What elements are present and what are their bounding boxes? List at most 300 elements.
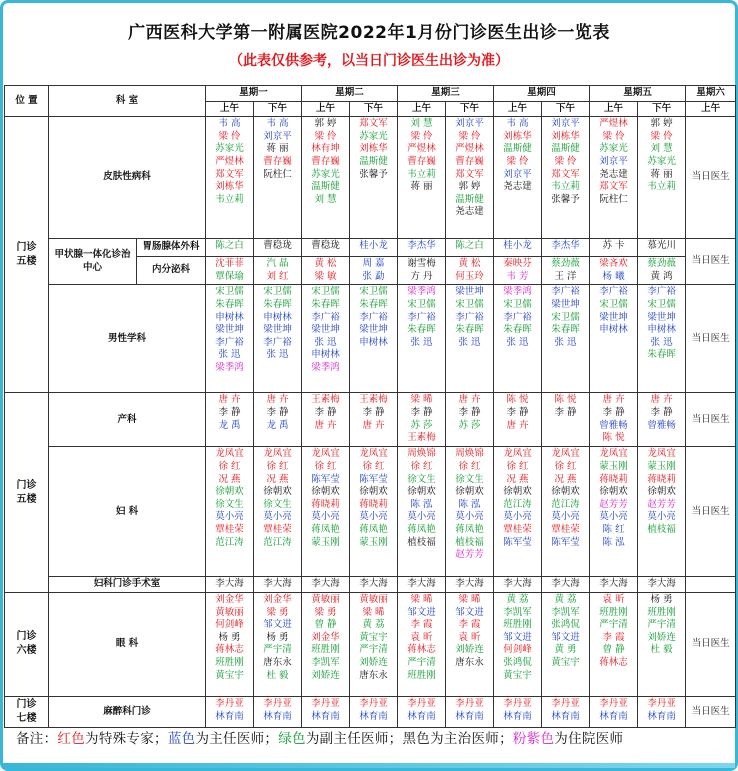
doctor-name: 郑文军 — [551, 168, 580, 180]
doctor-name: 韦 高 — [506, 118, 529, 130]
doctor-name: 张 迅 — [458, 336, 481, 348]
doctor-name: 李大海 — [455, 578, 484, 590]
doctor-name: 温斯健 — [359, 155, 388, 167]
doctor-cell — [494, 577, 542, 593]
doctor-name: 曹存巍 — [311, 155, 340, 167]
schedule-row — [5, 239, 736, 257]
doctor-name: 张 迅 — [218, 349, 241, 361]
doctor-name: 李杰华 — [407, 240, 436, 252]
doctor-name: 徐文生 — [407, 473, 436, 485]
doctor-name: 李 静 — [506, 406, 529, 418]
doctor-name: 陈 悦 — [506, 394, 529, 406]
doctor-name: 覃桂荣 — [503, 523, 532, 535]
doctor-name: 陈 泓 — [410, 498, 433, 510]
doctor-name: 唐东永 — [263, 656, 292, 668]
doctor-cell — [446, 257, 494, 285]
doctor-cell — [446, 393, 494, 447]
doctor-name: 慕光川 — [647, 240, 676, 252]
doctor-cell — [638, 257, 686, 285]
doctor-name: 严煜林 — [407, 143, 436, 155]
doctor-cell — [254, 592, 302, 696]
doctor-name: 严宇清 — [263, 644, 292, 656]
doctor-name: 李广裕 — [551, 286, 580, 298]
doctor-name: 徐 红 — [218, 460, 241, 472]
doctor-name: 梁 晞 — [362, 606, 385, 618]
doctor-name: 宋卫儒 — [311, 286, 340, 298]
dept-name-cell: 产科 — [49, 393, 206, 447]
doctor-name: 植枝福 — [647, 523, 676, 535]
doctor-name: 龙凤宜 — [311, 448, 340, 460]
doctor-name: 梁 晞 — [410, 593, 433, 605]
doctor-name: 黄宝宇 — [215, 669, 244, 681]
doctor-name: 刘娇连 — [647, 631, 676, 643]
header-position: 位 置 — [5, 86, 49, 117]
doctor-name: 李大海 — [503, 578, 532, 590]
doctor-name: 林育南 — [407, 710, 436, 722]
doctor-name: 李广裕 — [359, 311, 388, 323]
doctor-name: 张 迅 — [266, 349, 289, 361]
doctor-name: 曾雅畅 — [647, 419, 676, 431]
doctor-name: 郑文军 — [455, 168, 484, 180]
doctor-cell — [206, 577, 254, 593]
bottom-stripe — [3, 763, 735, 768]
doctor-name: 唐东永 — [359, 669, 388, 681]
doctor-name: 方 丹 — [410, 270, 433, 282]
doctor-name: 陈军莹 — [311, 473, 340, 485]
doctor-cell — [494, 696, 542, 727]
saturday-cell: 当日医生 — [686, 239, 736, 285]
doctor-name: 苏家光 — [647, 155, 676, 167]
doctor-name: 郭 婷 — [458, 181, 481, 193]
doctor-cell — [638, 696, 686, 727]
doctor-name: 徐 红 — [314, 460, 337, 472]
doctor-name: 严煜林 — [215, 155, 244, 167]
schedule-row — [5, 447, 736, 577]
doctor-cell — [350, 117, 398, 239]
saturday-cell: 当日医生 — [686, 285, 736, 393]
doctor-name: 李凯军 — [311, 656, 340, 668]
doctor-cell — [590, 696, 638, 727]
doctor-name: 唐 卉 — [458, 394, 481, 406]
doctor-cell — [350, 447, 398, 577]
doctor-name: 莫小亮 — [647, 511, 676, 523]
doctor-cell — [590, 447, 638, 577]
doctor-name: 李丹亚 — [647, 697, 676, 709]
doctor-name: 黄 荔 — [362, 619, 385, 631]
doctor-name: 苏家光 — [599, 143, 628, 155]
doctor-name: 刘京平 — [263, 130, 292, 142]
doctor-cell — [350, 285, 398, 393]
header-day-wed: 星期三 — [398, 86, 494, 102]
doctor-cell — [302, 696, 350, 727]
doctor-name: 李大海 — [263, 578, 292, 590]
doctor-cell — [206, 285, 254, 393]
doctor-name: 温斯健 — [551, 143, 580, 155]
doctor-name: 莫小亮 — [407, 511, 436, 523]
doctor-name: 莫小亮 — [551, 511, 580, 523]
doctor-name: 李 静 — [650, 406, 673, 418]
doctor-name: 曹存巍 — [263, 155, 292, 167]
doctor-name: 刘 慧 — [410, 118, 433, 130]
doctor-name: 徐朝欢 — [263, 486, 292, 498]
doctor-name: 唐 卉 — [602, 394, 625, 406]
doctor-name: 曾 静 — [314, 619, 337, 631]
doctor-cell — [398, 592, 446, 696]
doctor-name: 况 燕 — [506, 473, 529, 485]
doctor-name: 唐 卉 — [362, 419, 385, 431]
schedule-row — [5, 577, 736, 593]
doctor-name: 张鸿侃 — [551, 619, 580, 631]
doctor-name: 宋卫儒 — [359, 286, 388, 298]
doctor-name: 林育南 — [647, 710, 676, 722]
doctor-name: 蒋林志 — [215, 644, 244, 656]
saturday-cell: 当日医生 — [686, 447, 736, 577]
legend-color-text: 为特殊专家； — [85, 731, 168, 747]
doctor-name: 刘栋华 — [503, 130, 532, 142]
doctor-name: 温斯健 — [455, 193, 484, 205]
doctor-name: 徐文生 — [263, 498, 292, 510]
legend-color-label: 红色 — [57, 731, 86, 747]
doctor-name: 植枝福 — [407, 536, 436, 548]
doctor-name: 汽 晶 — [266, 258, 289, 270]
doctor-name: 范江涛 — [263, 536, 292, 548]
doctor-name: 李杰华 — [551, 240, 580, 252]
doctor-name: 李 静 — [314, 406, 337, 418]
doctor-cell — [494, 117, 542, 239]
doctor-name: 梁世坤 — [311, 324, 340, 336]
doctor-name: 曾 静 — [602, 644, 625, 656]
doctor-name: 韦立莉 — [215, 193, 244, 205]
doctor-cell — [254, 447, 302, 577]
doctor-name: 徐朝欢 — [311, 486, 340, 498]
doctor-name: 宋卫儒 — [647, 298, 676, 310]
doctor-name: 郭 婷 — [650, 118, 673, 130]
doctor-name: 李大海 — [599, 578, 628, 590]
doctor-cell — [542, 447, 590, 577]
doctor-cell — [398, 393, 446, 447]
doctor-name: 刘娇连 — [359, 656, 388, 668]
header-pm: 下午 — [446, 101, 494, 117]
doctor-name: 杨 曦 — [602, 270, 625, 282]
doctor-name: 梁 敏 — [314, 270, 337, 282]
doctor-name: 李广裕 — [503, 311, 532, 323]
doctor-name: 苏 莎 — [458, 419, 481, 431]
doctor-cell — [494, 285, 542, 393]
doctor-name: 徐朝欢 — [407, 486, 436, 498]
saturday-cell: 当日医生 — [686, 117, 736, 239]
doctor-name: 莫小亮 — [215, 511, 244, 523]
saturday-cell: 当日医生 — [686, 393, 736, 447]
doctor-cell — [494, 393, 542, 447]
doctor-name: 莫小亮 — [359, 511, 388, 523]
doctor-name: 黄 荔 — [554, 593, 577, 605]
doctor-name: 梁季鸿 — [215, 361, 244, 373]
doctor-name: 陈军莹 — [551, 536, 580, 548]
doctor-name: 周 嘉 — [362, 258, 385, 270]
doctor-name: 梁季鸿 — [407, 286, 436, 298]
doctor-name: 宋卫儒 — [263, 286, 292, 298]
location-cell: 门诊 五楼 — [5, 117, 49, 393]
doctor-name: 李 静 — [362, 406, 385, 418]
doctor-name: 唐 卉 — [218, 394, 241, 406]
doctor-name: 王 洋 — [554, 270, 577, 282]
doctor-name: 黄 鸿 — [650, 270, 673, 282]
doctor-name: 梁季鸿 — [311, 361, 340, 373]
doctor-name: 徐 红 — [458, 460, 481, 472]
header-dept: 科 室 — [49, 86, 206, 117]
doctor-name: 李大海 — [311, 578, 340, 590]
doctor-name: 林育南 — [599, 710, 628, 722]
doctor-name: 朱春晖 — [407, 324, 436, 336]
doctor-name: 梁世坤 — [455, 286, 484, 298]
doctor-name: 梁世坤 — [359, 324, 388, 336]
doctor-name: 蒋林志 — [599, 656, 628, 668]
doctor-name: 刘娇连 — [455, 644, 484, 656]
doctor-name: 阮柱仁 — [599, 193, 628, 205]
header-pm: 下午 — [254, 101, 302, 117]
doctor-cell — [398, 577, 446, 593]
doctor-name: 郑文军 — [215, 168, 244, 180]
header-am: 上午 — [686, 101, 736, 117]
doctor-cell — [206, 447, 254, 577]
doctor-name: 杜 毅 — [266, 669, 289, 681]
doctor-name: 刘栋华 — [359, 143, 388, 155]
doctor-name: 陈之白 — [455, 240, 484, 252]
doctor-name: 班胜刚 — [407, 669, 436, 681]
doctor-name: 袁 昕 — [602, 593, 625, 605]
doctor-cell — [638, 447, 686, 577]
header-day-sat: 星期六 — [686, 86, 736, 102]
page-title: 广西医科大学第一附属医院2022年1月份门诊医生出诊一览表 — [128, 23, 610, 43]
doctor-name: 邹文进 — [407, 606, 436, 618]
doctor-name: 班胜刚 — [599, 606, 628, 618]
doctor-name: 蒋晓莉 — [311, 498, 340, 510]
doctor-cell — [302, 577, 350, 593]
doctor-name: 龙凤宜 — [647, 448, 676, 460]
doctor-name: 杨 勇 — [218, 631, 241, 643]
doctor-name: 徐 红 — [506, 460, 529, 472]
doctor-name: 植枝福 — [455, 536, 484, 548]
doctor-name: 梁 伶 — [314, 130, 337, 142]
doctor-name: 梁 晞 — [410, 394, 433, 406]
doctor-name: 苏家光 — [359, 130, 388, 142]
legend-color-label: 黑色 — [402, 731, 431, 747]
doctor-name: 班胜刚 — [503, 619, 532, 631]
doctor-name: 申树林 — [599, 324, 628, 336]
doctor-name: 林育南 — [263, 710, 292, 722]
header-day-tue: 星期二 — [302, 86, 398, 102]
doctor-name: 韦立莉 — [551, 181, 580, 193]
doctor-name: 朱春晖 — [503, 324, 532, 336]
doctor-name: 刘京平 — [455, 118, 484, 130]
doctor-name: 苏 卡 — [602, 240, 625, 252]
doctor-name: 梁 勇 — [266, 606, 289, 618]
legend-color-text: 为住院医师 — [554, 731, 624, 747]
dept-name-cell: 胃肠腺体外科 — [137, 239, 206, 257]
doctor-name: 刘京平 — [599, 155, 628, 167]
doctor-cell — [302, 257, 350, 285]
doctor-name: 梁 伶 — [458, 130, 481, 142]
doctor-cell — [302, 239, 350, 257]
doctor-name: 张馨予 — [359, 168, 388, 180]
doctor-name: 李丹亚 — [263, 697, 292, 709]
doctor-name: 申树林 — [215, 311, 244, 323]
doctor-name: 朱春晖 — [359, 298, 388, 310]
doctor-name: 李丹亚 — [407, 697, 436, 709]
doctor-name: 朱春晖 — [647, 349, 676, 361]
doctor-name: 苏家光 — [311, 168, 340, 180]
page-subtitle: （此表仅供参考，以当日门诊医生出诊为准） — [229, 53, 509, 69]
doctor-name: 邹文进 — [503, 631, 532, 643]
doctor-name: 梁吝欢 — [599, 258, 628, 270]
doctor-name: 韦 高 — [218, 118, 241, 130]
header-pm: 下午 — [638, 101, 686, 117]
schedule-row — [5, 696, 736, 727]
doctor-name: 梁 伶 — [506, 155, 529, 167]
doctor-cell — [446, 285, 494, 393]
doctor-name: 黄宝宇 — [503, 669, 532, 681]
doctor-name: 徐 红 — [362, 460, 385, 472]
doctor-cell — [542, 239, 590, 257]
doctor-name: 黄宝宇 — [551, 656, 580, 668]
doctor-name: 桂小龙 — [359, 240, 388, 252]
header-day-fri: 星期五 — [590, 86, 686, 102]
doctor-cell — [542, 393, 590, 447]
saturday-cell: 当日医生 — [686, 592, 736, 696]
doctor-cell — [542, 577, 590, 593]
doctor-name: 宋卫儒 — [599, 298, 628, 310]
doctor-cell — [302, 117, 350, 239]
doctor-name: 温斯健 — [503, 143, 532, 155]
doctor-cell — [446, 447, 494, 577]
doctor-name: 朱春晖 — [215, 298, 244, 310]
dept-name-cell: 妇科门诊手术室 — [49, 577, 206, 593]
doctor-cell — [494, 257, 542, 285]
doctor-cell — [350, 393, 398, 447]
doctor-name: 袁 昕 — [410, 631, 433, 643]
doctor-name: 龙凤宜 — [599, 448, 628, 460]
doctor-name: 蒙玉刚 — [647, 460, 676, 472]
doctor-name: 黄 松 — [314, 258, 337, 270]
doctor-name: 徐 红 — [554, 460, 577, 472]
doctor-name: 刘栋华 — [551, 130, 580, 142]
doctor-name: 龙 禹 — [218, 419, 241, 431]
doctor-name: 梁 勇 — [314, 606, 337, 618]
location-cell: 门诊 五楼 — [5, 393, 49, 593]
doctor-name: 徐朝欢 — [647, 486, 676, 498]
doctor-name: 李凯军 — [503, 606, 532, 618]
doctor-name: 黄宝宇 — [359, 631, 388, 643]
doctor-name: 李广裕 — [263, 336, 292, 348]
doctor-name: 覃桂荣 — [263, 523, 292, 535]
doctor-cell — [446, 592, 494, 696]
header-am: 上午 — [206, 101, 254, 117]
doctor-name: 蒋凤艳 — [407, 523, 436, 535]
schedule-row — [5, 117, 736, 239]
doctor-cell — [398, 285, 446, 393]
doctor-name: 宋卫儒 — [551, 311, 580, 323]
doctor-name: 刘娇连 — [311, 669, 340, 681]
doctor-name: 周焕锦 — [455, 448, 484, 460]
dept-name-cell: 妇 科 — [49, 447, 206, 577]
doctor-name: 梁 伶 — [410, 130, 433, 142]
doctor-name: 李 霞 — [410, 619, 433, 631]
doctor-name: 温斯健 — [311, 181, 340, 193]
doctor-cell — [206, 592, 254, 696]
doctor-name: 陈 泓 — [602, 536, 625, 548]
doctor-name: 黄 勇 — [554, 644, 577, 656]
doctor-name: 朱春晖 — [551, 324, 580, 336]
doctor-name: 杨 勇 — [650, 593, 673, 605]
dept-name-cell: 眼 科 — [49, 592, 206, 696]
doctor-name: 邹文进 — [455, 606, 484, 618]
doctor-name: 严宇清 — [407, 656, 436, 668]
location-cell: 门诊 七楼 — [5, 696, 49, 727]
doctor-name: 林育南 — [311, 710, 340, 722]
doctor-name: 况 燕 — [554, 473, 577, 485]
doctor-name: 梁 晞 — [458, 593, 481, 605]
dept-name-cell: 麻醉科门诊 — [49, 696, 206, 727]
doctor-cell — [542, 257, 590, 285]
doctor-name: 范江涛 — [551, 498, 580, 510]
doctor-cell — [254, 393, 302, 447]
doctor-name: 何剑峰 — [503, 644, 532, 656]
doctor-name: 曾雅畅 — [599, 419, 628, 431]
doctor-name: 梁世坤 — [215, 324, 244, 336]
saturday-cell: 当日医生 — [686, 696, 736, 727]
doctor-name: 班胜刚 — [215, 656, 244, 668]
doctor-name: 蒋凤艳 — [359, 523, 388, 535]
header-pm: 下午 — [542, 101, 590, 117]
doctor-name: 黄 荔 — [506, 593, 529, 605]
doctor-name: 宋卫儒 — [503, 298, 532, 310]
doctor-name: 谢雪梅 — [407, 258, 436, 270]
doctor-name: 陈军莹 — [359, 473, 388, 485]
doctor-name: 梁世坤 — [599, 311, 628, 323]
doctor-name: 何玉玲 — [455, 270, 484, 282]
doctor-name: 莫小亮 — [599, 511, 628, 523]
dept-name-cell: 皮肤性病科 — [49, 117, 206, 239]
doctor-cell — [398, 257, 446, 285]
doctor-cell — [590, 239, 638, 257]
doctor-name: 何剑峰 — [215, 619, 244, 631]
doctor-name: 蒋 丽 — [650, 168, 673, 180]
doctor-name: 李大海 — [551, 578, 580, 590]
doctor-cell — [542, 285, 590, 393]
doctor-name: 梁世坤 — [647, 311, 676, 323]
doctor-cell — [590, 117, 638, 239]
doctor-name: 刘金华 — [215, 593, 244, 605]
doctor-cell — [254, 577, 302, 593]
doctor-cell — [494, 447, 542, 577]
doctor-name: 秦映芬 — [503, 258, 532, 270]
doctor-name: 王素梅 — [407, 432, 436, 444]
doctor-name: 唐 卉 — [266, 394, 289, 406]
doctor-cell — [302, 285, 350, 393]
header-day-mon: 星期一 — [206, 86, 302, 102]
doctor-name: 刘金华 — [263, 593, 292, 605]
doctor-name: 李丹亚 — [311, 697, 340, 709]
doctor-name: 范江涛 — [215, 536, 244, 548]
doctor-name: 唐东永 — [455, 656, 484, 668]
doctor-name: 韦立莉 — [647, 181, 676, 193]
legend-color-label: 蓝色 — [167, 731, 196, 747]
doctor-cell — [206, 239, 254, 257]
doctor-name: 蔡劲薇 — [551, 258, 580, 270]
doctor-cell — [398, 447, 446, 577]
saturday-cell-empty — [686, 577, 736, 593]
doctor-name: 李 静 — [458, 406, 481, 418]
